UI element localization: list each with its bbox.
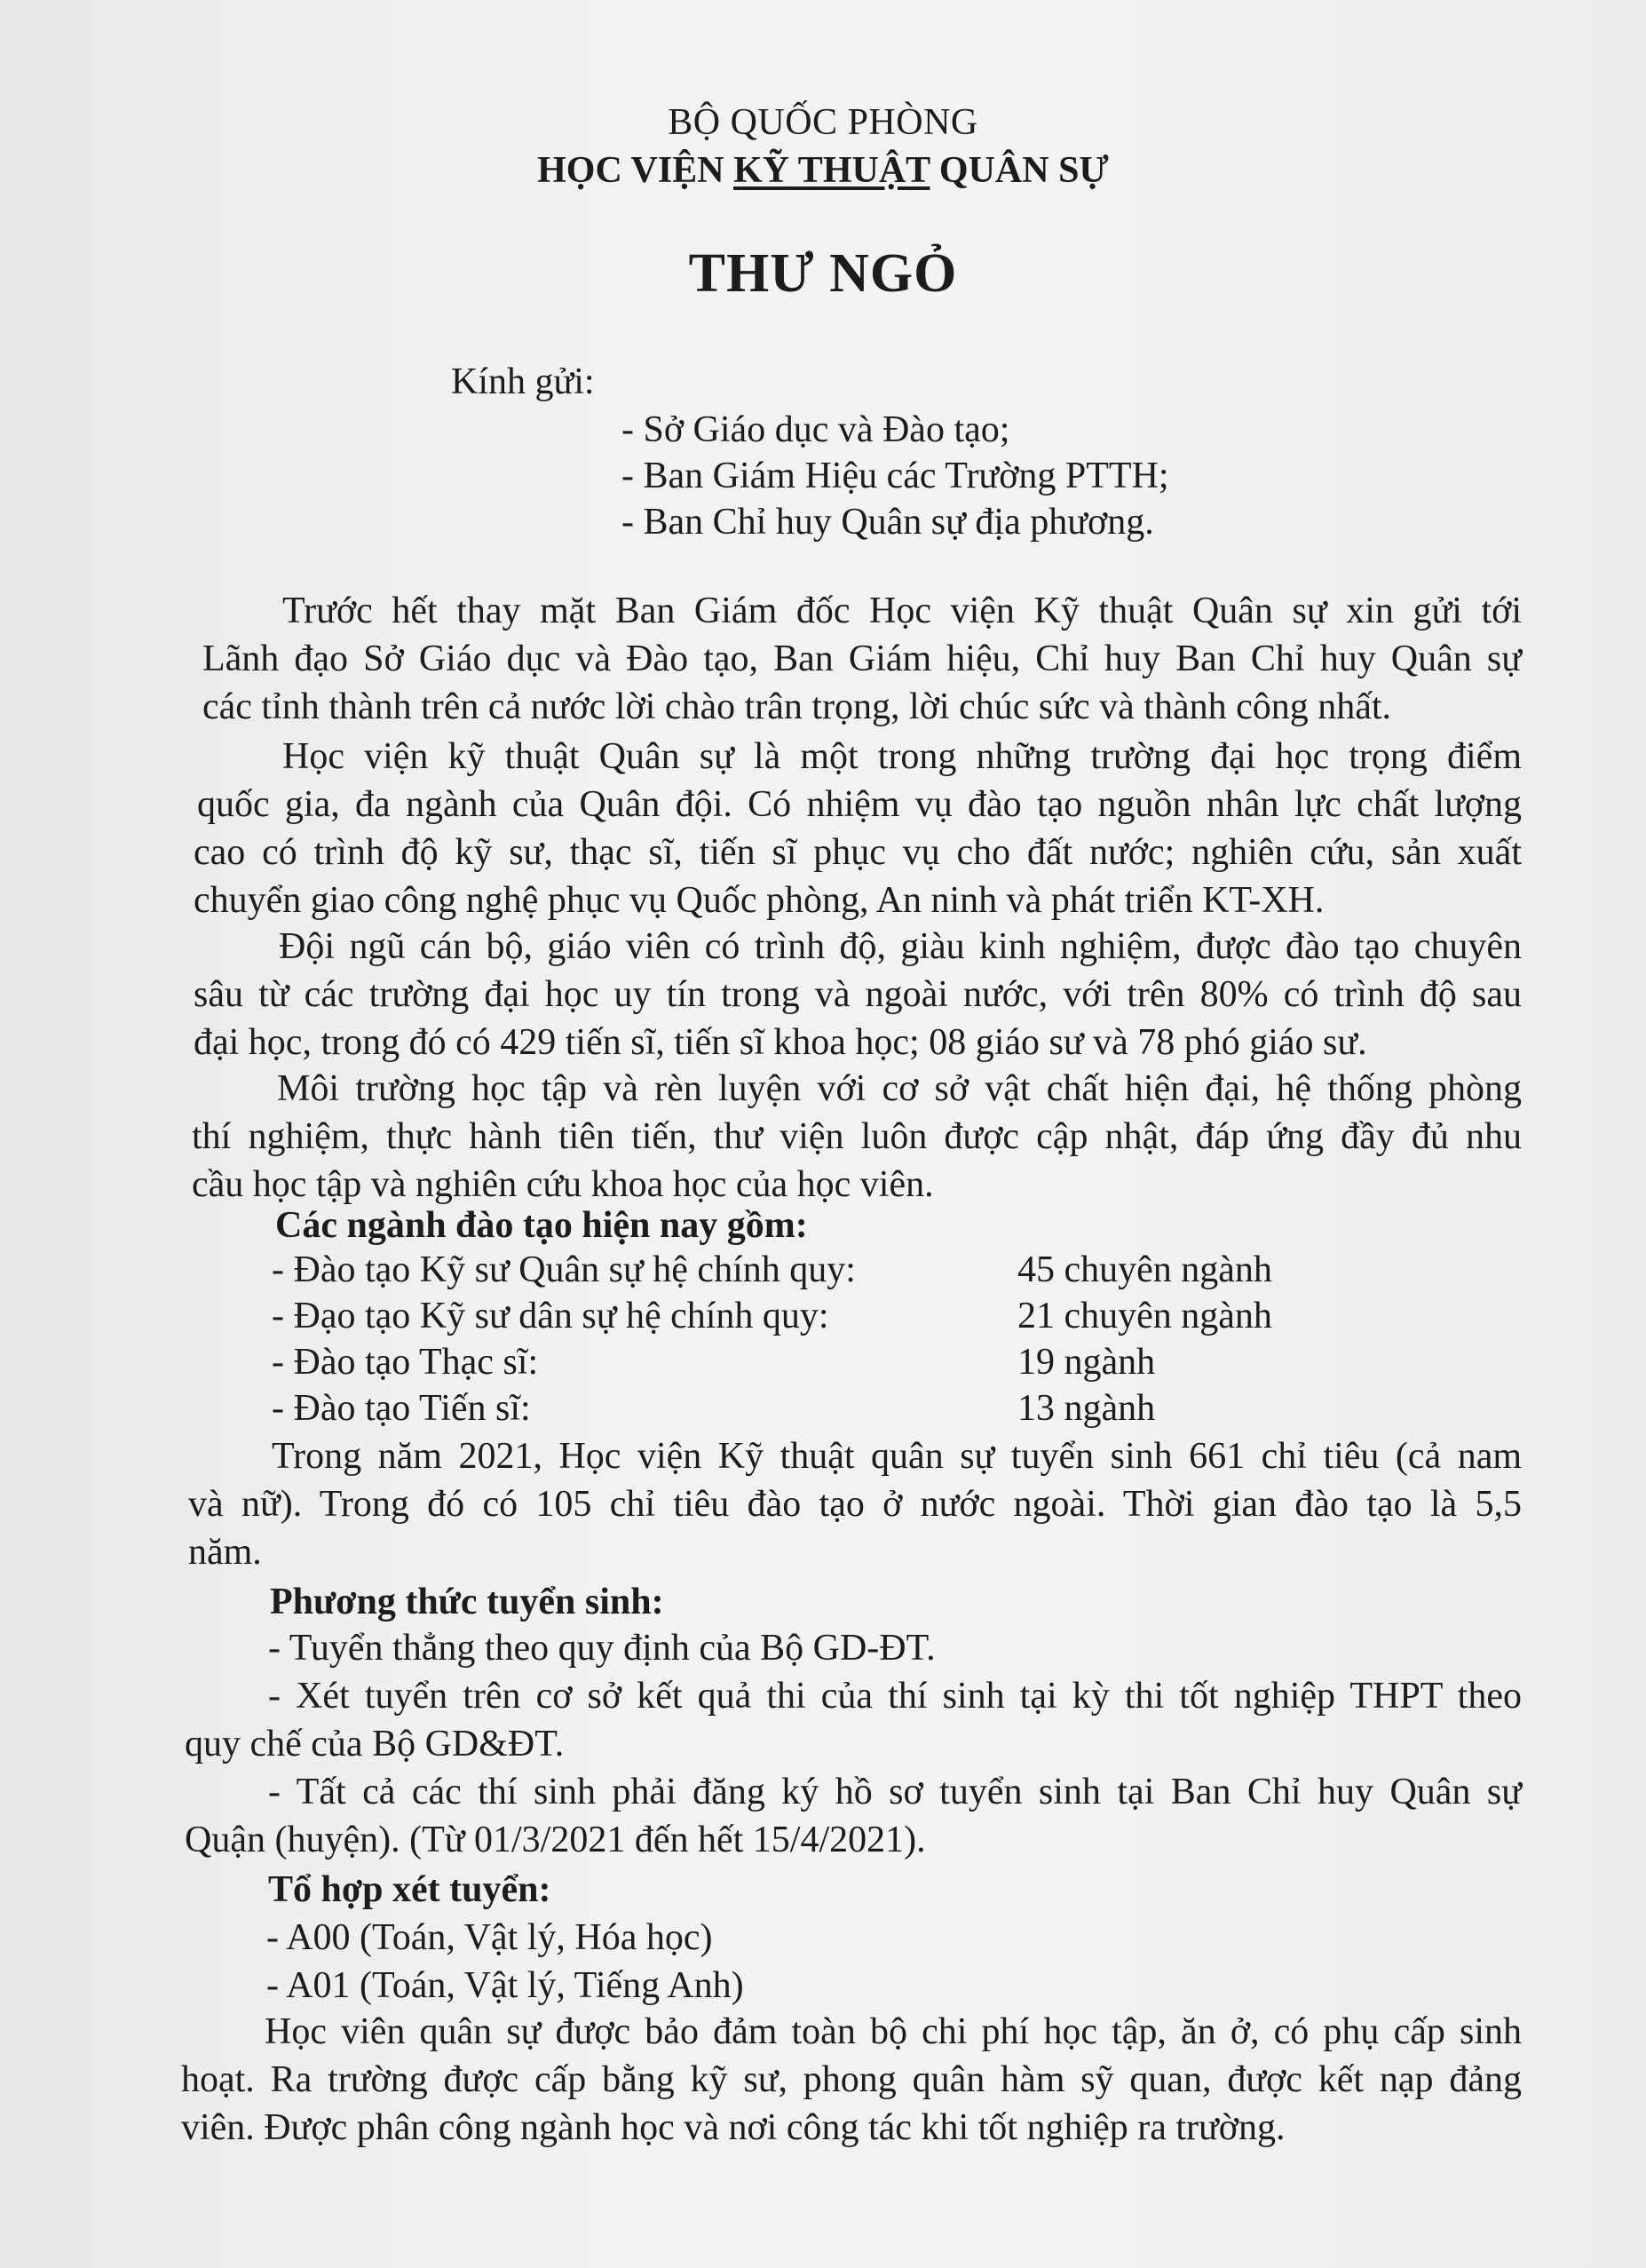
paragraph-line: năm. (188, 1532, 262, 1573)
paragraph-line: Học viện kỹ thuật Quân sự là một trong những trường đại học trọng điểm (282, 736, 1522, 777)
method-item: - Xét tuyển trên cơ sở kết quả thi của thí sinh tại kỳ thi tốt nghiệp THPT theo (268, 1676, 1522, 1717)
program-count: 21 chuyên ngành (1017, 1296, 1272, 1336)
paragraph-line: Đội ngũ cán bộ, giáo viên có trình độ, giàu kinh nghiệm, được đào tạo chuyên (279, 926, 1522, 967)
paragraph-line: Trước hết thay mặt Ban Giám đốc Học viện Kỹ thuật Quân sự xin gửi tới (282, 591, 1522, 631)
combo-item: - A01 (Toán, Vật lý, Tiếng Anh) (266, 1965, 744, 2006)
program-name: - Đào tạo Kỹ sư Quân sự hệ chính quy: (272, 1249, 856, 1290)
methods-heading: Phương thức tuyển sinh: (270, 1582, 664, 1622)
method-item: quy chế của Bộ GD&ĐT. (185, 1724, 565, 1764)
program-count: 13 ngành (1017, 1388, 1156, 1429)
recipient-item: - Ban Giám Hiệu các Trường PTTH; (621, 456, 1169, 496)
paragraph-line: đại học, trong đó có 429 tiến sĩ, tiến sĩ khoa học; 08 giáo sư và 78 phó giáo sư. (194, 1022, 1367, 1063)
method-item: Quận (huyện). (Từ 01/3/2021 đến hết 15/4/2021). (185, 1820, 926, 1860)
paragraph-line: Lãnh đạo Sở Giáo dục và Đào tạo, Ban Giám hiệu, Chỉ huy Ban Chỉ huy Quân sự (202, 638, 1522, 679)
academy-name (0, 147, 1646, 194)
program-name: - Đào tạo Tiến sĩ: (272, 1388, 531, 1429)
combos-heading: Tổ hợp xét tuyển: (268, 1869, 551, 1910)
paragraph-line: các tỉnh thành trên cả nước lời chào trân trọng, lời chúc sức và thành công nhất. (202, 686, 1392, 727)
paragraph-line: Học viên quân sự được bảo đảm toàn bộ chi phí học tập, ăn ở, có phụ cấp sinh (265, 2011, 1522, 2052)
method-item: - Tất cả các thí sinh phải đăng ký hồ sơ tuyển sinh tại Ban Chỉ huy Quân sự (268, 1772, 1522, 1812)
program-name: - Đào tạo Thạc sĩ: (272, 1342, 539, 1383)
program-count: 45 chuyên ngành (1017, 1249, 1272, 1290)
recipient-item: - Sở Giáo dục và Đào tạo; (621, 409, 1010, 450)
paragraph-line: thí nghiệm, thực hành tiên tiến, thư viện luôn được cập nhật, đáp ứng đầy đủ nhu (192, 1116, 1522, 1157)
recipient-item: - Ban Chỉ huy Quân sự địa phương. (621, 502, 1154, 543)
combo-item: - A00 (Toán, Vật lý, Hóa học) (266, 1917, 713, 1958)
salutation-label: Kính gửi: (451, 361, 595, 402)
ministry-name: BỘ QUỐC PHÒNG (668, 102, 978, 143)
academy-name-underlined: KỸ THUẬT (733, 150, 930, 191)
paragraph-line: sâu từ các trường đại học uy tín trong và ngoài nước, với trên 80% có trình độ sau (194, 974, 1522, 1015)
paragraph-line: chuyển giao công nghệ phục vụ Quốc phòng, An ninh và phát triển KT-XH. (194, 880, 1325, 921)
programs-heading: Các ngành đào tạo hiện nay gồm: (275, 1205, 808, 1246)
paragraph-line: cao có trình độ kỹ sư, thạc sĩ, tiến sĩ phục vụ cho đất nước; nghiên cứu, sản xuất (194, 832, 1522, 873)
academy-name-part1: HỌC VIỆN (537, 150, 734, 191)
paragraph-line: cầu học tập và nghiên cứu khoa học của học viên. (192, 1164, 934, 1205)
paragraph-line: quốc gia, đa ngành của Quân đội. Có nhiệm vụ đào tạo nguồn nhân lực chất lượng (197, 784, 1522, 825)
paragraph-line: viên. Được phân công ngành học và nơi công tác khi tốt nghiệp ra trường. (181, 2107, 1286, 2148)
paragraph-line: và nữ). Trong đó có 105 chỉ tiêu đào tạo ở nước ngoài. Thời gian đào tạo là 5,5 (188, 1484, 1522, 1525)
paragraph-line: hoạt. Ra trường được cấp bằng kỹ sư, phong quân hàm sỹ quan, được kết nạp đảng (181, 2059, 1522, 2100)
academy-name-part3: QUÂN SỰ (930, 150, 1109, 191)
program-count: 19 ngành (1017, 1342, 1156, 1383)
letter-title: THƯ NGỎ (688, 243, 958, 304)
method-item: - Tuyển thẳng theo quy định của Bộ GD-ĐT. (268, 1628, 936, 1669)
program-name: - Đạo tạo Kỹ sư dân sự hệ chính quy: (272, 1296, 829, 1336)
paragraph-line: Môi trường học tập và rèn luyện với cơ sở vật chất hiện đại, hệ thống phòng (277, 1068, 1522, 1109)
paragraph-line: Trong năm 2021, Học viện Kỹ thuật quân sự tuyển sinh 661 chỉ tiêu (cả nam (272, 1436, 1522, 1477)
